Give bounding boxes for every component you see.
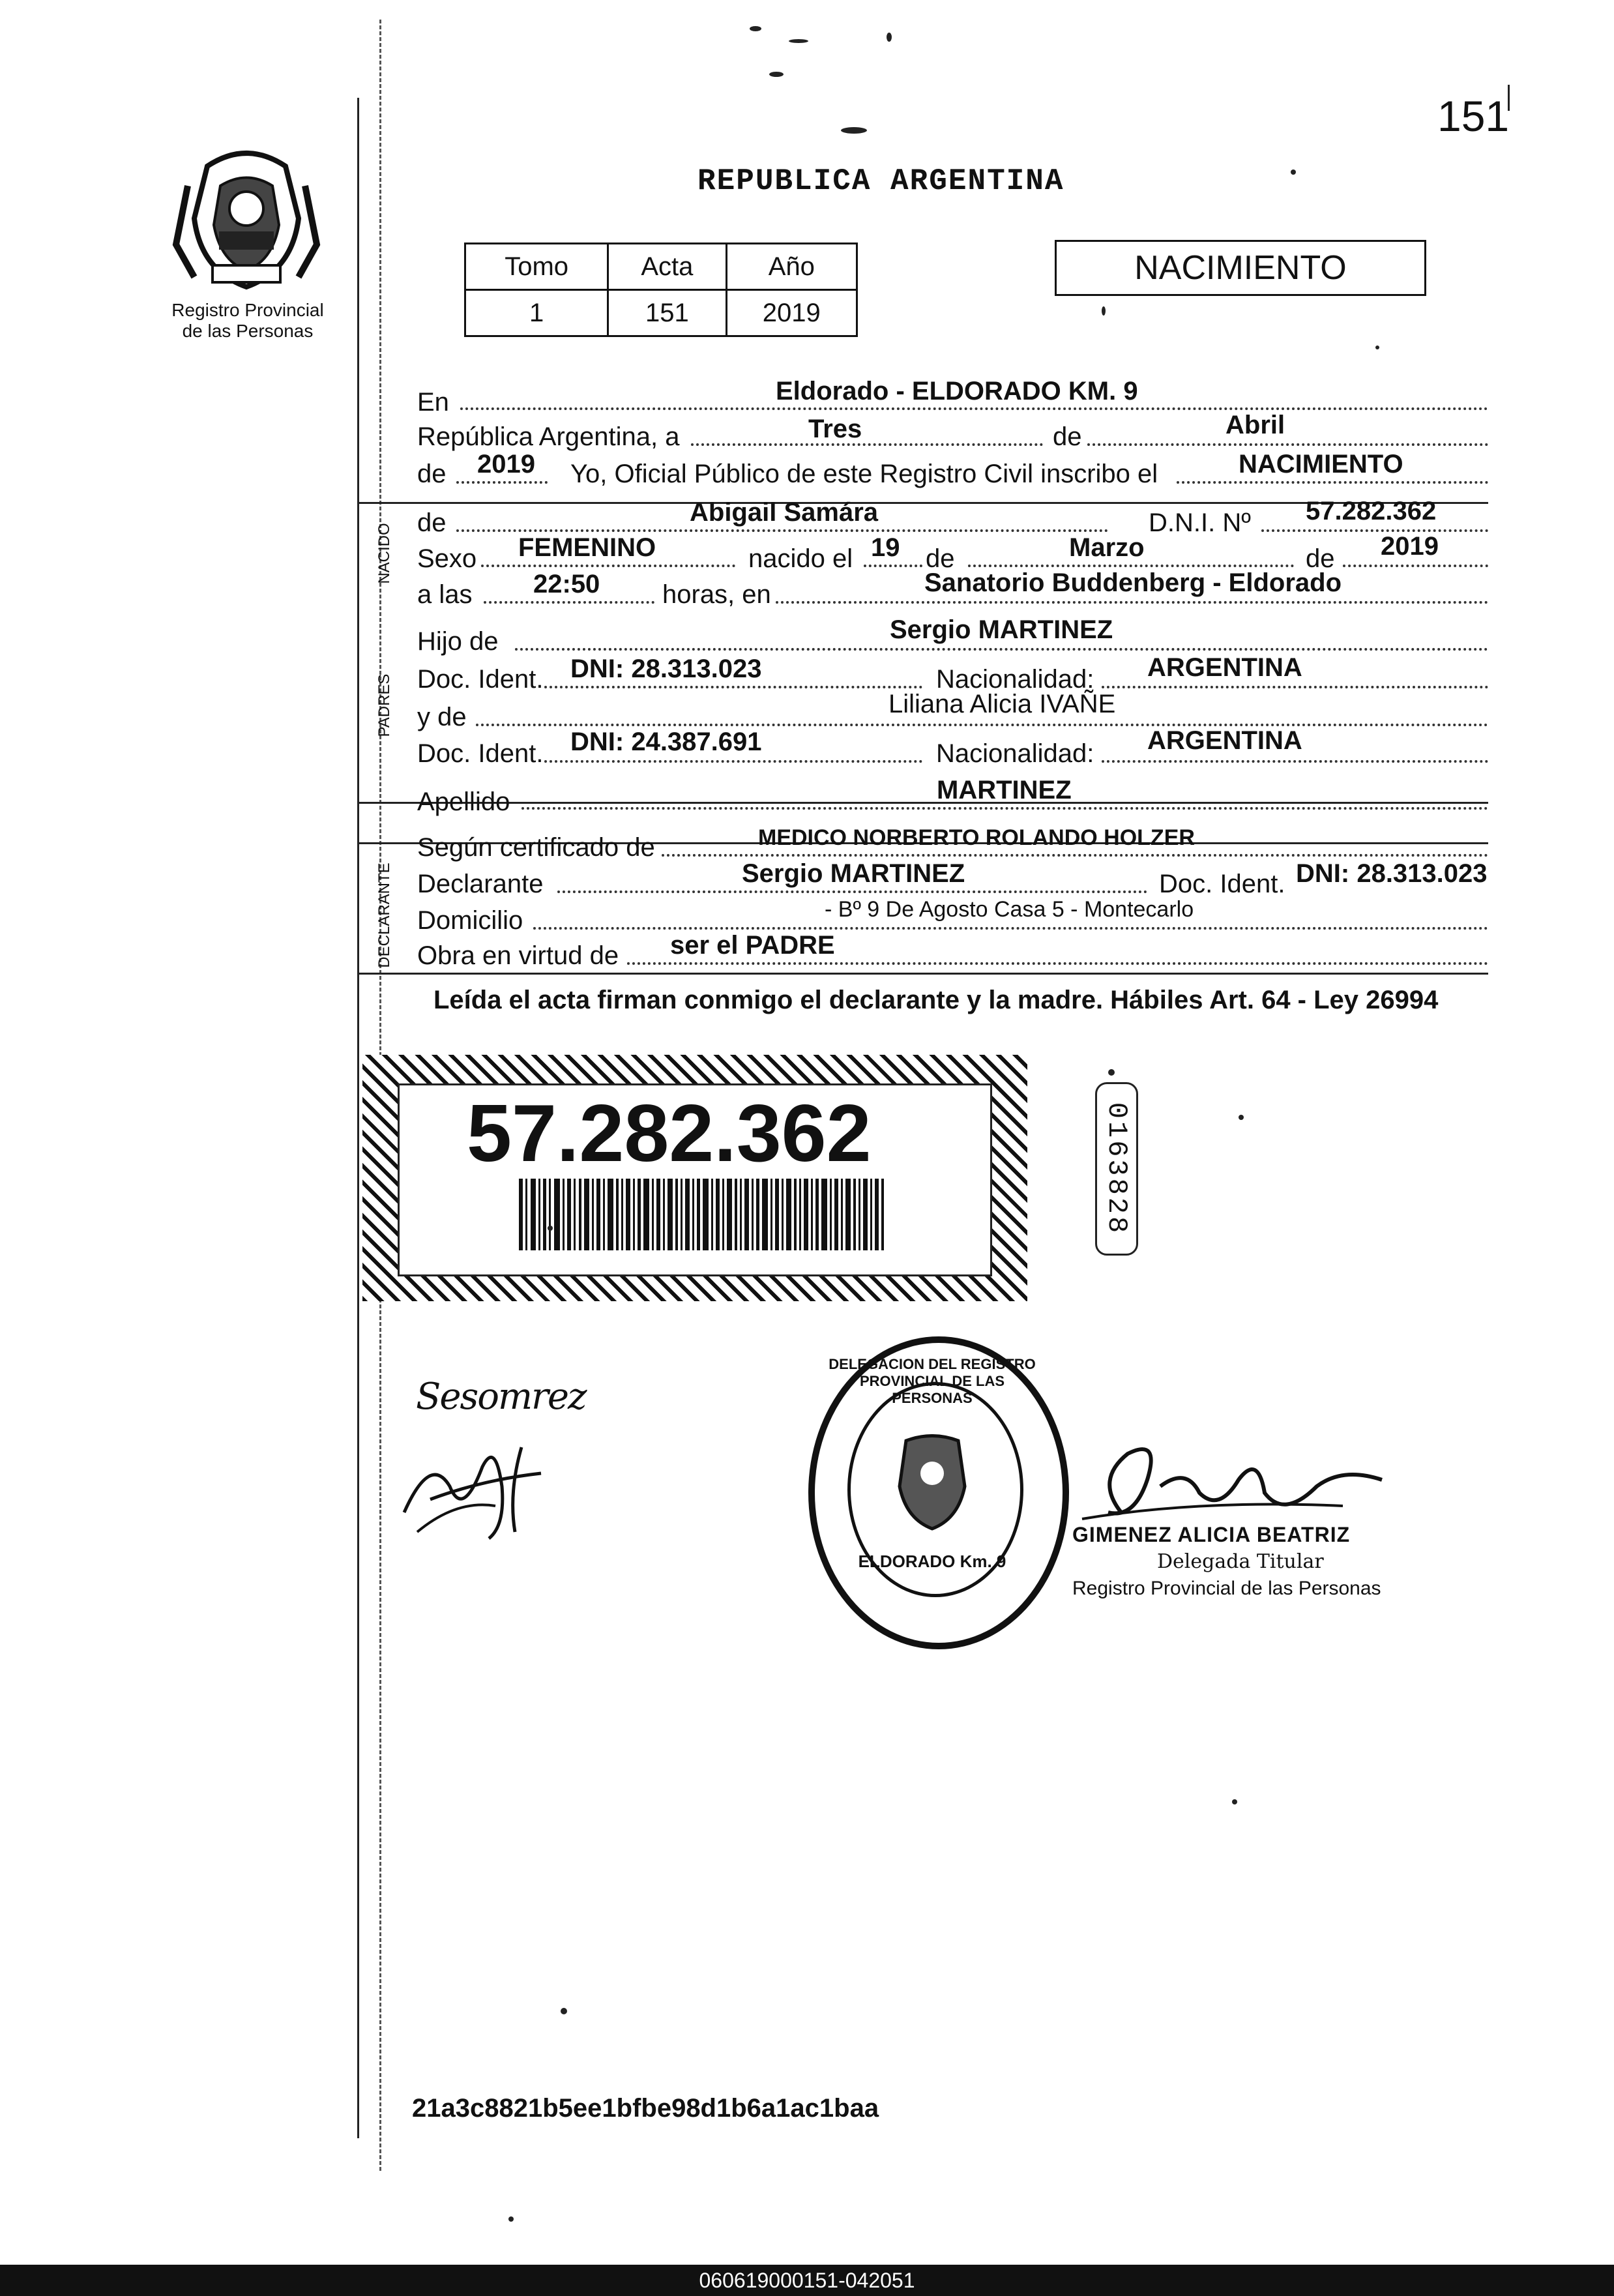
a-las-label: a las — [417, 580, 473, 609]
official-org: Registro Provincial de las Personas — [1072, 1578, 1381, 1599]
scan-speck — [1239, 1115, 1244, 1120]
scan-speck — [769, 72, 784, 77]
nombre-dotted-line — [456, 529, 1108, 532]
anio-header: Año — [726, 244, 857, 290]
doc-ident-label: Doc. Ident. — [417, 665, 544, 694]
reference-table — [464, 243, 858, 337]
anio-value: 2019 — [726, 290, 857, 336]
mother-doc-value: DNI: 24.387.691 — [570, 728, 762, 756]
lugar-dotted-line — [776, 601, 1488, 604]
mes-dotted-line — [1087, 443, 1488, 446]
nac-de2-label: de — [1306, 544, 1335, 573]
de-label: de — [1053, 422, 1082, 451]
surname-value: MARTINEZ — [937, 776, 1072, 804]
mother-name-value: Liliana Alicia IVAÑE — [888, 690, 1116, 718]
place-value: Eldorado - ELDORADO KM. 9 — [776, 377, 1138, 405]
sexo-label: Sexo — [417, 544, 477, 573]
declarant-doc-value: DNI: 28.313.023 — [1296, 859, 1488, 888]
nacido-el-label: nacido el — [748, 544, 853, 573]
scan-speck — [841, 127, 867, 134]
act-value: NACIMIENTO — [1239, 450, 1403, 478]
capacity-value: ser el PADRE — [670, 931, 835, 960]
scan-speck — [561, 2008, 567, 2014]
obra-label: Obra en virtud de — [417, 941, 619, 970]
year-value: 2019 — [477, 450, 535, 478]
acta-value: 151 — [608, 290, 726, 336]
scan-speck — [508, 2216, 514, 2222]
anio-dotted-line — [456, 481, 548, 484]
country-title: REPUBLICA ARGENTINA — [697, 164, 1064, 198]
en-dotted-line — [460, 407, 1488, 410]
official-name: GIMENEZ ALICIA BEATRIZ — [1072, 1523, 1351, 1546]
doc-ident-label-3: Doc. Ident. — [1159, 870, 1285, 898]
declarant-signature — [391, 1428, 561, 1552]
y-de-label: y de — [417, 703, 467, 731]
scan-speck — [548, 1226, 553, 1231]
madre-doc-dotted-line — [544, 760, 922, 763]
dni-barcode — [519, 1179, 884, 1250]
dni-sticker-number: 57.282.362 — [467, 1089, 872, 1179]
horas-en-label: horas, en — [662, 580, 771, 609]
domicilio-label: Domicilio — [417, 906, 523, 935]
scan-speck — [1375, 346, 1379, 349]
dia-dotted-line — [691, 443, 1043, 446]
nac-de-label: de — [926, 544, 955, 573]
padres-divider — [357, 802, 1488, 804]
tomo-value: 1 — [465, 290, 608, 336]
father-name-value: Sergio MARTINEZ — [890, 615, 1113, 644]
oficial-text: Yo, Oficial Público de este Registro Civil inscribo el — [570, 460, 1158, 488]
father-nationality-value: ARGENTINA — [1147, 653, 1302, 682]
bottom-divider — [357, 973, 1488, 975]
section-label-padres: PADRES — [375, 673, 393, 737]
month-value: Abril — [1225, 411, 1285, 439]
dni-sticker-serial: 0163828 — [1095, 1082, 1138, 1256]
scan-speck — [1232, 1799, 1237, 1804]
seal-emblem-icon — [893, 1434, 971, 1532]
birth-day-value: 19 — [871, 533, 900, 562]
padre-nac-dotted-line — [1102, 686, 1488, 688]
declarant-written-name: Sesomrez — [416, 1376, 586, 1418]
segun-label: Según certificado de — [417, 833, 655, 862]
padre-dotted-line — [515, 648, 1488, 651]
madre-nac-dotted-line — [1102, 760, 1488, 763]
page-number: 151 — [1437, 92, 1510, 140]
day-value: Tres — [808, 415, 862, 443]
seal-ring-text: DELEGACION DEL REGISTRO PROVINCIAL DE LAS PERSONAS — [829, 1356, 1036, 1406]
certificado-dotted-line — [662, 854, 1488, 857]
birth-place-value: Sanatorio Buddenberg - Eldorado — [924, 568, 1342, 597]
republica-label: República Argentina, a — [417, 422, 680, 451]
footer-bar — [0, 2265, 1614, 2296]
scan-speck — [887, 33, 892, 42]
section-label-nacido: NACIDO — [375, 523, 393, 584]
madre-dotted-line — [476, 724, 1488, 726]
nombre-label: de — [417, 508, 447, 537]
apellido-label: Apellido — [417, 787, 510, 816]
father-doc-value: DNI: 28.313.023 — [570, 655, 762, 683]
dni-dotted-line — [1261, 529, 1488, 532]
nac-dia-dotted-line — [864, 565, 922, 567]
sex-value: FEMENINO — [518, 533, 656, 562]
dni-label: D.N.I. Nº — [1149, 508, 1251, 537]
scan-speck — [750, 26, 761, 31]
declarant-name-value: Sergio MARTINEZ — [742, 859, 965, 888]
doc-ident-label-2: Doc. Ident. — [417, 739, 544, 768]
section-label-declarante: DECLARANTE — [375, 862, 393, 968]
padre-doc-dotted-line — [544, 686, 922, 688]
nac-mes-dotted-line — [968, 565, 1294, 567]
nacionalidad-label: Nacionalidad: — [936, 665, 1094, 694]
acta-header: Acta — [608, 244, 726, 290]
dni-sticker — [362, 1055, 1027, 1301]
scan-speck — [1102, 306, 1106, 316]
declarante-dotted-line — [557, 890, 1147, 893]
seal-inner-text: ELDORADO Km. 9 — [858, 1552, 1006, 1571]
registry-seal — [808, 1336, 1069, 1649]
child-dni-value: 57.282.362 — [1306, 497, 1437, 525]
act-type: NACIMIENTO — [1134, 249, 1347, 287]
address-value: - Bº 9 De Agosto Casa 5 - Montecarlo — [825, 897, 1194, 922]
tomo-header: Tomo — [465, 244, 608, 290]
en-label: En — [417, 388, 449, 417]
misiones-coat-of-arms-logo — [168, 147, 325, 297]
certificate-value: MEDICO NORBERTO ROLANDO HOLZER — [758, 825, 1195, 850]
registry-name-line-1: Registro Provincial — [171, 300, 324, 320]
hora-dotted-line — [484, 601, 654, 604]
left-margin-line — [357, 98, 359, 2138]
obra-dotted-line — [627, 962, 1488, 965]
nac-anio-dotted-line — [1343, 565, 1488, 567]
act-type-box — [1055, 240, 1426, 296]
registry-name-line-2: de las Personas — [182, 321, 314, 341]
child-name-value: Abigail Samára — [690, 498, 879, 527]
birth-year-value: 2019 — [1381, 532, 1439, 561]
de2-label: de — [417, 460, 447, 488]
footer-code: 060619000151-042051 — [699, 2269, 915, 2292]
scan-speck — [789, 39, 808, 43]
closing-text: Leída el acta firman conmigo el declarante y la madre. Hábiles Art. 64 - Ley 26994 — [433, 986, 1439, 1014]
apellido-dotted-line — [521, 807, 1488, 810]
declarante-label: Declarante — [417, 870, 544, 898]
mother-nationality-value: ARGENTINA — [1147, 726, 1302, 755]
sexo-dotted-line — [481, 565, 735, 567]
domicilio-dotted-line — [533, 927, 1488, 930]
acto-dotted-line — [1177, 481, 1488, 484]
logo-text — [196, 254, 203, 255]
nacionalidad-label-2: Nacionalidad: — [936, 739, 1094, 768]
scan-speck — [1291, 169, 1296, 175]
official-role: Delegada Titular — [1157, 1550, 1324, 1573]
hijo-de-label: Hijo de — [417, 627, 499, 656]
document-hash: 21a3c8821b5ee1bfbe98d1b6a1ac1baa — [412, 2094, 879, 2123]
official-signature — [1069, 1441, 1395, 1532]
birth-time-value: 22:50 — [533, 570, 600, 598]
birth-month-value: Marzo — [1069, 533, 1145, 562]
scan-speck — [1108, 1069, 1115, 1076]
